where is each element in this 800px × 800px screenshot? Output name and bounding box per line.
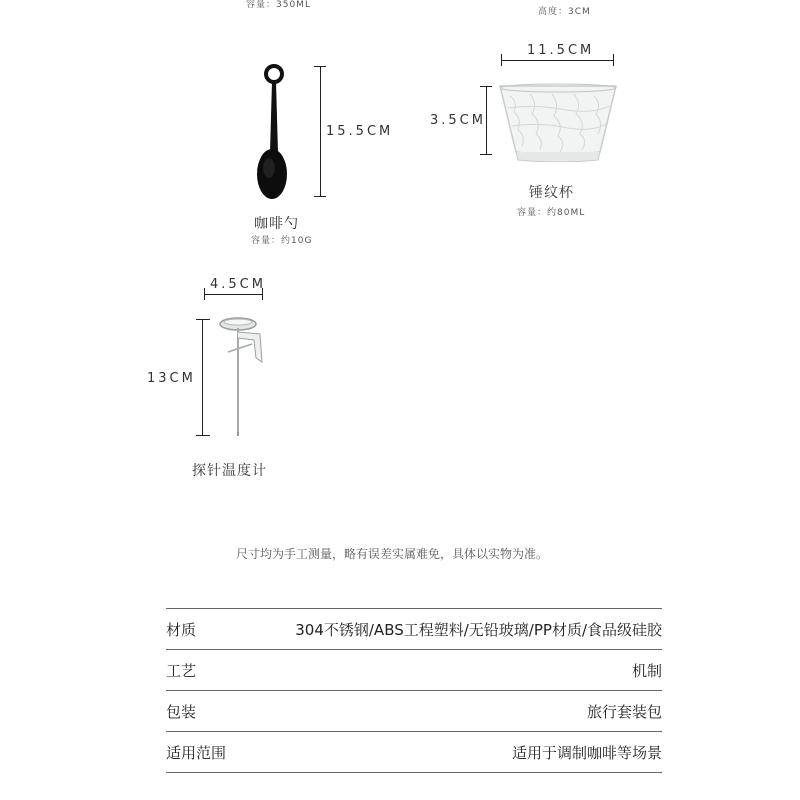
cup-width-cap-right <box>613 54 614 66</box>
spec-label: 工艺 <box>166 662 197 680</box>
spec-row-craft <box>166 649 662 690</box>
probe-thermometer-image <box>214 312 274 438</box>
thermometer-width-label: 4.5CM <box>210 277 266 292</box>
spoon-length-cap-top <box>314 66 326 67</box>
spec-label: 材质 <box>166 621 197 639</box>
spec-row-scope <box>166 731 662 773</box>
cup-height-label: 3.5CM <box>430 113 486 128</box>
measurement-disclaimer: 尺寸均为手工测量，略有误差实属难免，具体以实物为准。 <box>236 547 549 561</box>
cup-width-label: 11.5CM <box>527 43 595 58</box>
cup-height-cap-bottom <box>480 154 492 155</box>
cup-name: 锤纹杯 <box>529 185 574 201</box>
top-left-capacity-caption: 容量：350ML <box>246 0 311 10</box>
spoon-length-cap-bottom <box>314 196 326 197</box>
thermometer-length-label: 13CM <box>147 371 196 386</box>
thermometer-length-line <box>202 319 203 435</box>
thermometer-length-cap-bottom <box>196 435 210 436</box>
spec-label: 包装 <box>166 703 197 721</box>
spoon-name: 咖啡勺 <box>254 216 299 232</box>
cup-capacity: 容量：约80ML <box>517 208 586 218</box>
cup-height-line <box>486 86 487 154</box>
cup-width-cap-left <box>501 54 502 66</box>
thermometer-name: 探针温度计 <box>192 463 267 479</box>
spec-value: 304不锈钢/ABS工程塑料/无铅玻璃/PP材质/食品级硅胶 <box>295 621 662 639</box>
thermometer-width-line <box>204 294 262 295</box>
spec-value: 适用于调制咖啡等场景 <box>511 744 662 762</box>
spoon-capacity: 容量：约10G <box>251 236 313 246</box>
spec-value: 旅行套装包 <box>586 703 662 721</box>
thermometer-width-cap-left <box>204 288 205 300</box>
cup-width-line <box>501 60 613 61</box>
spec-table <box>166 608 662 773</box>
spoon-length-line <box>320 66 321 196</box>
cup-height-cap-top <box>480 86 492 87</box>
spec-value: 机制 <box>631 662 662 680</box>
top-right-height-caption: 高度：3CM <box>538 7 591 17</box>
coffee-spoon-image <box>250 62 300 202</box>
thermometer-length-cap-top <box>196 319 210 320</box>
hammered-cup-image <box>496 82 620 162</box>
spoon-length-label: 15.5CM <box>326 124 394 139</box>
spec-row-packaging <box>166 690 662 731</box>
spec-row-material <box>166 608 662 649</box>
spec-label: 适用范围 <box>166 744 227 762</box>
